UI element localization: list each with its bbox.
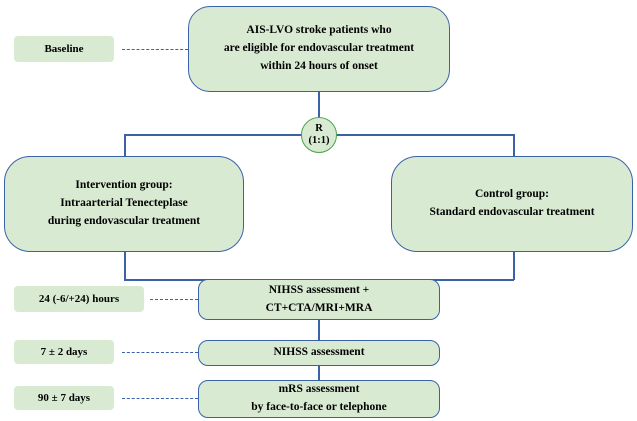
followup-7d-box [198,340,440,366]
connector-7-days-dashed [122,352,198,353]
connector-split-right-down [513,134,515,158]
control-line-2: Standard endovascular treatment [429,206,595,218]
enrollment-box [188,6,450,92]
connector-followup1-to-2 [318,320,320,340]
connector-split-left-down [124,134,126,158]
connector-24-hours-dashed [150,299,198,300]
control-group-box [391,156,633,252]
randomization-node [301,117,337,153]
enrollment-line-2: are eligible for endovascular treatment [223,42,415,55]
enrollment-line-3: within 24 hours of onset [260,59,378,72]
followup-90d-box [198,380,440,418]
stage-label-24-hours [14,286,144,312]
followup-24h-box [198,279,440,320]
followup-90d-line-1: mRS assessment [278,383,360,396]
connector-intervention-down [124,252,126,280]
intervention-line-2: Intraarterial Tenecteplase [60,197,188,210]
connector-followup2-to-3 [318,366,320,380]
intervention-line-1: Intervention group: [75,179,173,192]
followup-24h-line-2: CT+CTA/MRI+MRA [265,301,373,314]
stage-label-90-days [14,386,114,410]
randomization-symbol: R [315,122,323,134]
control-line-1: Control group: [474,188,549,201]
connector-90-days-dashed [122,398,198,399]
followup-7d-line-1: NIHSS assessment [273,346,365,359]
stage-label-7-days-text: 7 ± 2 days [40,346,88,358]
stage-label-baseline-text: Baseline [44,43,84,55]
stage-label-90-days-text: 90 ± 7 days [37,392,91,404]
randomization-ratio: (1:1) [308,135,330,146]
intervention-group-box [4,156,244,252]
followup-90d-line-2: by face-to-face or telephone [251,401,387,413]
stage-label-7-days [14,340,114,364]
stage-label-24-hours-text: 24 (-6/+24) hours [38,293,120,305]
connector-control-down [513,252,515,280]
stage-label-baseline [14,36,114,62]
connector-enrollment-to-randomization [318,92,320,117]
connector-baseline-dashed [122,49,188,50]
intervention-line-3: during endovascular treatment [47,214,201,227]
followup-24h-line-1: NIHSS assessment + [268,283,370,296]
enrollment-line-1: AIS-LVO stroke patients who [246,24,392,37]
